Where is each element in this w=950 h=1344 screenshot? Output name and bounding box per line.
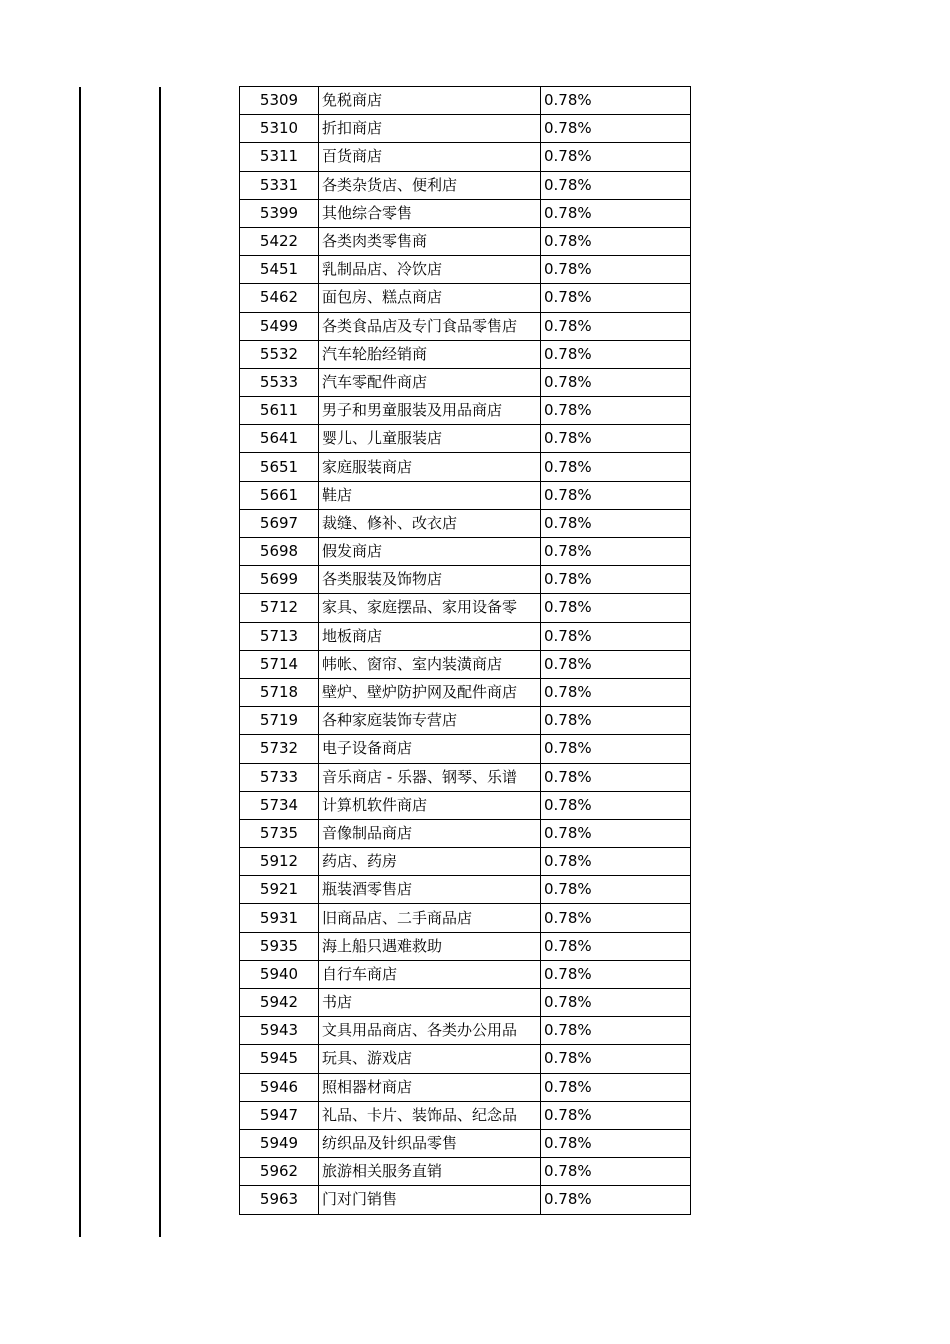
mcc-code-cell: 5947: [240, 1101, 319, 1129]
mcc-code-cell: 5661: [240, 481, 319, 509]
merchant-type-cell: 壁炉、壁炉防护网及配件商店: [319, 678, 541, 706]
table-row: [240, 1186, 691, 1214]
mcc-code-cell: 5451: [240, 256, 319, 284]
table-row: [240, 848, 691, 876]
merchant-type-cell: 汽车零配件商店: [319, 368, 541, 396]
left-border-line: [79, 87, 81, 1237]
mcc-code-cell: 5732: [240, 735, 319, 763]
fee-rate-cell: 0.78%: [541, 312, 691, 340]
merchant-type-cell: 各类服装及饰物店: [319, 566, 541, 594]
merchant-type-cell: 地板商店: [319, 622, 541, 650]
table-row: [240, 1017, 691, 1045]
merchant-type-cell: 乳制品店、冷饮店: [319, 256, 541, 284]
fee-rate-cell: 0.78%: [541, 1129, 691, 1157]
mcc-code-cell: 5462: [240, 284, 319, 312]
mcc-code-cell: 5719: [240, 707, 319, 735]
table-row: [240, 509, 691, 537]
mcc-code-cell: 5943: [240, 1017, 319, 1045]
merchant-type-cell: 文具用品商店、各类办公用品: [319, 1017, 541, 1045]
table-row: [240, 1129, 691, 1157]
merchant-type-cell: 其他综合零售: [319, 199, 541, 227]
mcc-code-cell: 5713: [240, 622, 319, 650]
table-row: [240, 481, 691, 509]
fee-rate-cell: 0.78%: [541, 453, 691, 481]
mcc-code-cell: 5533: [240, 368, 319, 396]
mcc-code-cell: 5331: [240, 171, 319, 199]
mcc-code-cell: 5931: [240, 904, 319, 932]
merchant-type-cell: 旅游相关服务直销: [319, 1158, 541, 1186]
table-row: [240, 227, 691, 255]
mcc-code-cell: 5942: [240, 989, 319, 1017]
mcc-code-cell: 5311: [240, 143, 319, 171]
mcc-code-cell: 5714: [240, 650, 319, 678]
merchant-type-cell: 各类杂货店、便利店: [319, 171, 541, 199]
merchant-type-cell: 家庭服装商店: [319, 453, 541, 481]
mcc-code-cell: 5962: [240, 1158, 319, 1186]
merchant-type-cell: 裁缝、修补、改衣店: [319, 509, 541, 537]
merchant-type-cell: 各类肉类零售商: [319, 227, 541, 255]
merchant-type-cell: 免税商店: [319, 87, 541, 115]
mcc-code-cell: 5399: [240, 199, 319, 227]
merchant-type-cell: 帏帐、窗帘、室内装潢商店: [319, 650, 541, 678]
fee-rate-cell: 0.78%: [541, 960, 691, 988]
fee-rate-cell: 0.78%: [541, 904, 691, 932]
table-row: [240, 650, 691, 678]
table-row: [240, 819, 691, 847]
merchant-type-cell: 电子设备商店: [319, 735, 541, 763]
table-row: [240, 566, 691, 594]
fee-rate-cell: 0.78%: [541, 566, 691, 594]
mcc-code-cell: 5935: [240, 932, 319, 960]
mcc-code-cell: 5699: [240, 566, 319, 594]
table-row: [240, 397, 691, 425]
table-row: [240, 1073, 691, 1101]
mcc-code-cell: 5697: [240, 509, 319, 537]
merchant-type-cell: 音像制品商店: [319, 819, 541, 847]
table-row: [240, 1045, 691, 1073]
fee-rate-cell: 0.78%: [541, 115, 691, 143]
table-row: [240, 284, 691, 312]
merchant-type-cell: 男子和男童服装及用品商店: [319, 397, 541, 425]
mcc-code-cell: 5422: [240, 227, 319, 255]
table-row: [240, 735, 691, 763]
merchant-type-cell: 婴儿、儿童服装店: [319, 425, 541, 453]
merchant-type-cell: 瓶装酒零售店: [319, 876, 541, 904]
fee-rate-cell: 0.78%: [541, 932, 691, 960]
mcc-code-cell: 5940: [240, 960, 319, 988]
mcc-code-cell: 5946: [240, 1073, 319, 1101]
table-row: [240, 932, 691, 960]
merchant-type-cell: 照相器材商店: [319, 1073, 541, 1101]
merchant-type-cell: 鞋店: [319, 481, 541, 509]
mcc-code-cell: 5499: [240, 312, 319, 340]
table-row: [240, 989, 691, 1017]
table-row: [240, 678, 691, 706]
merchant-type-cell: 海上船只遇难救助: [319, 932, 541, 960]
table-row: [240, 368, 691, 396]
fee-rate-cell: 0.78%: [541, 735, 691, 763]
table-row: [240, 199, 691, 227]
merchant-type-cell: 计算机软件商店: [319, 791, 541, 819]
merchant-type-cell: 药店、药房: [319, 848, 541, 876]
merchant-type-cell: 自行车商店: [319, 960, 541, 988]
fee-rate-cell: 0.78%: [541, 425, 691, 453]
fee-rate-cell: 0.78%: [541, 1073, 691, 1101]
merchant-type-cell: 各种家庭装饰专营店: [319, 707, 541, 735]
mcc-code-cell: 5641: [240, 425, 319, 453]
merchant-type-cell: 玩具、游戏店: [319, 1045, 541, 1073]
mcc-code-cell: 5698: [240, 538, 319, 566]
fee-rate-cell: 0.78%: [541, 1186, 691, 1214]
merchant-type-cell: 礼品、卡片、装饰品、纪念品: [319, 1101, 541, 1129]
fee-rate-cell: 0.78%: [541, 650, 691, 678]
mcc-code-cell: 5912: [240, 848, 319, 876]
fee-rate-cell: 0.78%: [541, 1017, 691, 1045]
fee-rate-cell: 0.78%: [541, 1158, 691, 1186]
fee-rate-cell: 0.78%: [541, 199, 691, 227]
merchant-type-cell: 纺织品及针织品零售: [319, 1129, 541, 1157]
table-row: [240, 876, 691, 904]
merchant-type-cell: 门对门销售: [319, 1186, 541, 1214]
mcc-code-cell: 5718: [240, 678, 319, 706]
merchant-type-cell: 旧商品店、二手商品店: [319, 904, 541, 932]
table-body: [240, 87, 691, 1215]
table-row: [240, 143, 691, 171]
mcc-rate-table: [239, 86, 691, 1215]
fee-rate-cell: 0.78%: [541, 622, 691, 650]
mcc-code-cell: 5532: [240, 340, 319, 368]
fee-rate-cell: 0.78%: [541, 538, 691, 566]
fee-rate-cell: 0.78%: [541, 848, 691, 876]
merchant-type-cell: 面包房、糕点商店: [319, 284, 541, 312]
fee-rate-cell: 0.78%: [541, 707, 691, 735]
merchant-type-cell: 百货商店: [319, 143, 541, 171]
table-row: [240, 256, 691, 284]
left-column-line: [159, 87, 161, 1237]
fee-rate-cell: 0.78%: [541, 1045, 691, 1073]
fee-rate-cell: 0.78%: [541, 171, 691, 199]
table-row: [240, 425, 691, 453]
fee-rate-cell: 0.78%: [541, 763, 691, 791]
fee-rate-cell: 0.78%: [541, 594, 691, 622]
table-row: [240, 594, 691, 622]
table-row: [240, 707, 691, 735]
fee-rate-cell: 0.78%: [541, 340, 691, 368]
merchant-type-cell: 书店: [319, 989, 541, 1017]
mcc-code-cell: 5310: [240, 115, 319, 143]
fee-rate-cell: 0.78%: [541, 876, 691, 904]
merchant-type-cell: 音乐商店 - 乐器、钢琴、乐谱: [319, 763, 541, 791]
mcc-code-cell: 5309: [240, 87, 319, 115]
fee-rate-cell: 0.78%: [541, 989, 691, 1017]
table-row: [240, 1158, 691, 1186]
table-row: [240, 87, 691, 115]
table-row: [240, 115, 691, 143]
mcc-code-cell: 5733: [240, 763, 319, 791]
fee-rate-cell: 0.78%: [541, 397, 691, 425]
mcc-code-cell: 5963: [240, 1186, 319, 1214]
mcc-code-cell: 5949: [240, 1129, 319, 1157]
fee-rate-cell: 0.78%: [541, 284, 691, 312]
mcc-code-cell: 5651: [240, 453, 319, 481]
table-row: [240, 312, 691, 340]
fee-rate-cell: 0.78%: [541, 256, 691, 284]
fee-rate-cell: 0.78%: [541, 481, 691, 509]
merchant-type-cell: 家具、家庭摆品、家用设备零: [319, 594, 541, 622]
fee-rate-cell: 0.78%: [541, 1101, 691, 1129]
merchant-type-cell: 假发商店: [319, 538, 541, 566]
fee-rate-cell: 0.78%: [541, 791, 691, 819]
merchant-type-cell: 汽车轮胎经销商: [319, 340, 541, 368]
mcc-code-cell: 5945: [240, 1045, 319, 1073]
mcc-code-cell: 5921: [240, 876, 319, 904]
mcc-code-cell: 5712: [240, 594, 319, 622]
table-row: [240, 171, 691, 199]
table-row: [240, 960, 691, 988]
fee-rate-cell: 0.78%: [541, 143, 691, 171]
table-row: [240, 904, 691, 932]
fee-rate-cell: 0.78%: [541, 227, 691, 255]
table-row: [240, 791, 691, 819]
table-row: [240, 340, 691, 368]
mcc-code-cell: 5734: [240, 791, 319, 819]
mcc-code-cell: 5735: [240, 819, 319, 847]
table-row: [240, 453, 691, 481]
fee-rate-cell: 0.78%: [541, 368, 691, 396]
table-row: [240, 538, 691, 566]
mcc-code-cell: 5611: [240, 397, 319, 425]
table-row: [240, 1101, 691, 1129]
fee-rate-cell: 0.78%: [541, 678, 691, 706]
merchant-type-cell: 折扣商店: [319, 115, 541, 143]
fee-rate-cell: 0.78%: [541, 819, 691, 847]
table-row: [240, 763, 691, 791]
merchant-type-cell: 各类食品店及专门食品零售店: [319, 312, 541, 340]
fee-rate-cell: 0.78%: [541, 509, 691, 537]
table-row: [240, 622, 691, 650]
fee-rate-cell: 0.78%: [541, 87, 691, 115]
